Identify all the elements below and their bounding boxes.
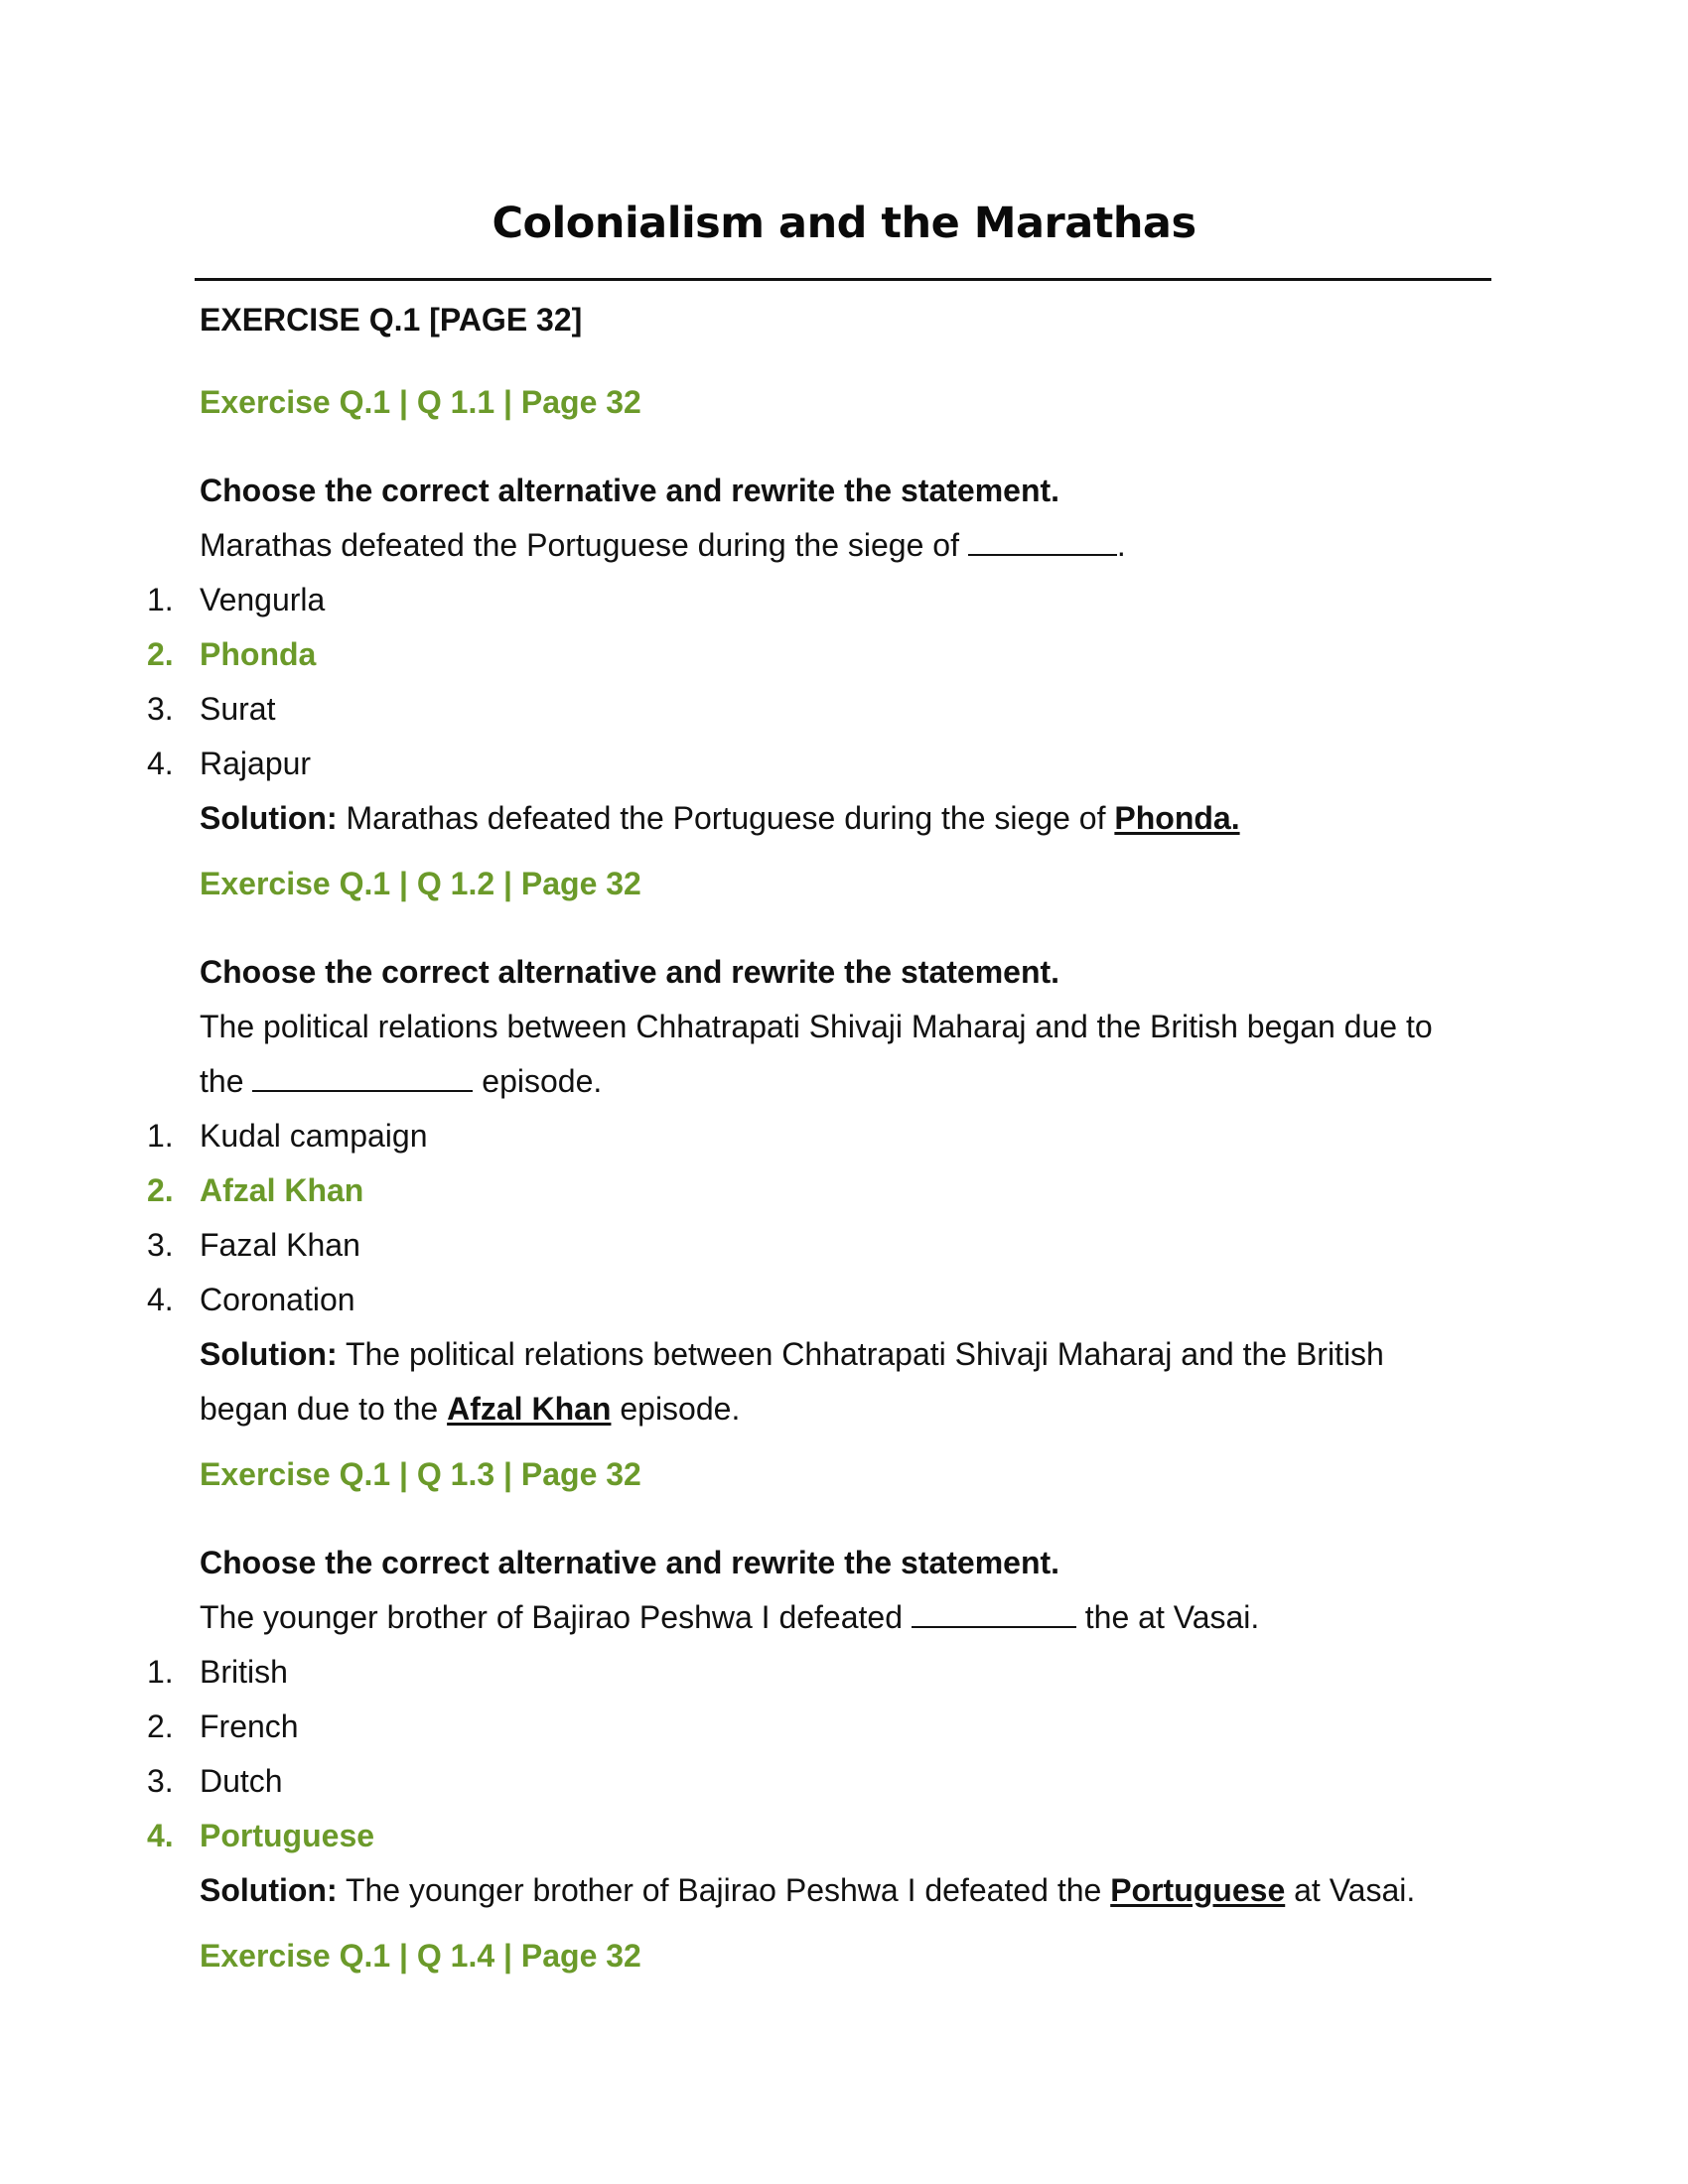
question-heading-row bbox=[0, 1918, 1688, 1994]
statement bbox=[200, 1054, 602, 1109]
statement-end: . bbox=[1116, 527, 1126, 563]
solution-answer: Phonda. bbox=[1114, 800, 1240, 836]
statement-row bbox=[0, 1590, 1688, 1645]
instruction: Choose the correct alternative and rewrite the statement. bbox=[200, 954, 1060, 990]
option-row-correct bbox=[0, 1809, 1688, 1863]
exercise-heading: EXERCISE Q.1 [PAGE 32] bbox=[200, 302, 583, 338]
option-row-correct bbox=[0, 1163, 1688, 1218]
solution-text: The political relations between Chhatrapati Shivaji Maharaj and the British bbox=[345, 1336, 1384, 1372]
option-text: Afzal Khan bbox=[200, 1172, 364, 1208]
question-heading: Exercise Q.1 | Q 1.4 | Page 32 bbox=[200, 1938, 641, 1974]
solution-answer: Afzal Khan bbox=[447, 1391, 612, 1427]
solution bbox=[200, 1863, 1415, 1918]
option-text: Phonda bbox=[200, 636, 317, 672]
statement bbox=[200, 1590, 1259, 1645]
option-row bbox=[0, 1273, 1688, 1327]
instruction-row bbox=[0, 464, 1688, 518]
instruction: Choose the correct alternative and rewrite the statement. bbox=[200, 473, 1060, 508]
option-number: 3. bbox=[147, 1763, 174, 1799]
option-row bbox=[0, 1645, 1688, 1700]
statement-text: the bbox=[200, 1063, 244, 1099]
solution-row bbox=[0, 1327, 1688, 1382]
page-title: Colonialism and the Marathas bbox=[492, 199, 1196, 248]
option-number: 3. bbox=[147, 691, 174, 727]
option-number: 4. bbox=[147, 1818, 174, 1853]
statement bbox=[200, 518, 1126, 573]
question-heading-row bbox=[0, 364, 1688, 441]
option-number: 4. bbox=[147, 746, 174, 781]
solution-label: Solution: bbox=[200, 800, 338, 836]
statement-row bbox=[0, 1000, 1688, 1054]
option-row bbox=[0, 1754, 1688, 1809]
option-text: French bbox=[200, 1708, 299, 1744]
solution bbox=[200, 1327, 1384, 1382]
option-row bbox=[0, 1218, 1688, 1273]
option-row bbox=[0, 1700, 1688, 1754]
answer-blank bbox=[252, 1060, 473, 1092]
option-text: Kudal campaign bbox=[200, 1118, 428, 1154]
option-text: Vengurla bbox=[200, 582, 326, 617]
option-text: Rajapur bbox=[200, 746, 312, 781]
title-divider bbox=[195, 278, 1491, 281]
option-number: 2. bbox=[147, 1708, 174, 1744]
question-heading: Exercise Q.1 | Q 1.3 | Page 32 bbox=[200, 1456, 641, 1492]
option-row-correct bbox=[0, 627, 1688, 682]
question-heading: Exercise Q.1 | Q 1.2 | Page 32 bbox=[200, 866, 641, 901]
question-heading-row bbox=[0, 846, 1688, 922]
option-text: Fazal Khan bbox=[200, 1227, 360, 1263]
option-number: 2. bbox=[147, 636, 174, 672]
option-text: Coronation bbox=[200, 1282, 355, 1317]
question-heading-row bbox=[0, 1436, 1688, 1513]
question-heading: Exercise Q.1 | Q 1.1 | Page 32 bbox=[200, 384, 641, 420]
option-text: Portuguese bbox=[200, 1818, 375, 1853]
answer-blank bbox=[912, 1596, 1076, 1628]
statement-text: The younger brother of Bajirao Peshwa I defeated bbox=[200, 1599, 903, 1635]
option-row bbox=[0, 573, 1688, 627]
option-text: Dutch bbox=[200, 1763, 283, 1799]
statement-row bbox=[0, 518, 1688, 573]
option-text: Surat bbox=[200, 691, 276, 727]
option-row bbox=[0, 737, 1688, 791]
solution-row bbox=[0, 1382, 1688, 1436]
solution bbox=[200, 791, 1240, 846]
option-number: 4. bbox=[147, 1282, 174, 1317]
solution-text: began due to the bbox=[200, 1391, 439, 1427]
option-number: 1. bbox=[147, 582, 174, 617]
option-text: British bbox=[200, 1654, 288, 1690]
statement-end: episode. bbox=[482, 1063, 603, 1099]
solution-answer: Portuguese bbox=[1110, 1872, 1286, 1908]
statement-row bbox=[0, 1054, 1688, 1109]
solution bbox=[200, 1382, 740, 1436]
instruction-row bbox=[0, 1536, 1688, 1590]
solution-text: episode. bbox=[620, 1391, 741, 1427]
option-number: 3. bbox=[147, 1227, 174, 1263]
answer-blank bbox=[968, 524, 1117, 556]
option-row bbox=[0, 682, 1688, 737]
solution-label: Solution: bbox=[200, 1872, 338, 1908]
instruction: Choose the correct alternative and rewrite the statement. bbox=[200, 1545, 1060, 1580]
solution-label: Solution: bbox=[200, 1336, 338, 1372]
option-number: 1. bbox=[147, 1654, 174, 1690]
statement-end: the at Vasai. bbox=[1084, 1599, 1260, 1635]
document-body bbox=[0, 298, 1688, 1994]
instruction-row bbox=[0, 945, 1688, 1000]
solution-row bbox=[0, 791, 1688, 846]
solution-row bbox=[0, 1863, 1688, 1918]
statement-text: Marathas defeated the Portuguese during the siege of bbox=[200, 527, 959, 563]
solution-text: at Vasai. bbox=[1294, 1872, 1416, 1908]
option-row bbox=[0, 1109, 1688, 1163]
statement-text: The political relations between Chhatrapati Shivaji Maharaj and the British began due to bbox=[200, 1009, 1433, 1044]
option-number: 1. bbox=[147, 1118, 174, 1154]
option-number: 2. bbox=[147, 1172, 174, 1208]
exercise-heading-row bbox=[0, 298, 1688, 341]
solution-text: Marathas defeated the Portuguese during the siege of bbox=[346, 800, 1106, 836]
solution-text: The younger brother of Bajirao Peshwa I defeated the bbox=[345, 1872, 1102, 1908]
